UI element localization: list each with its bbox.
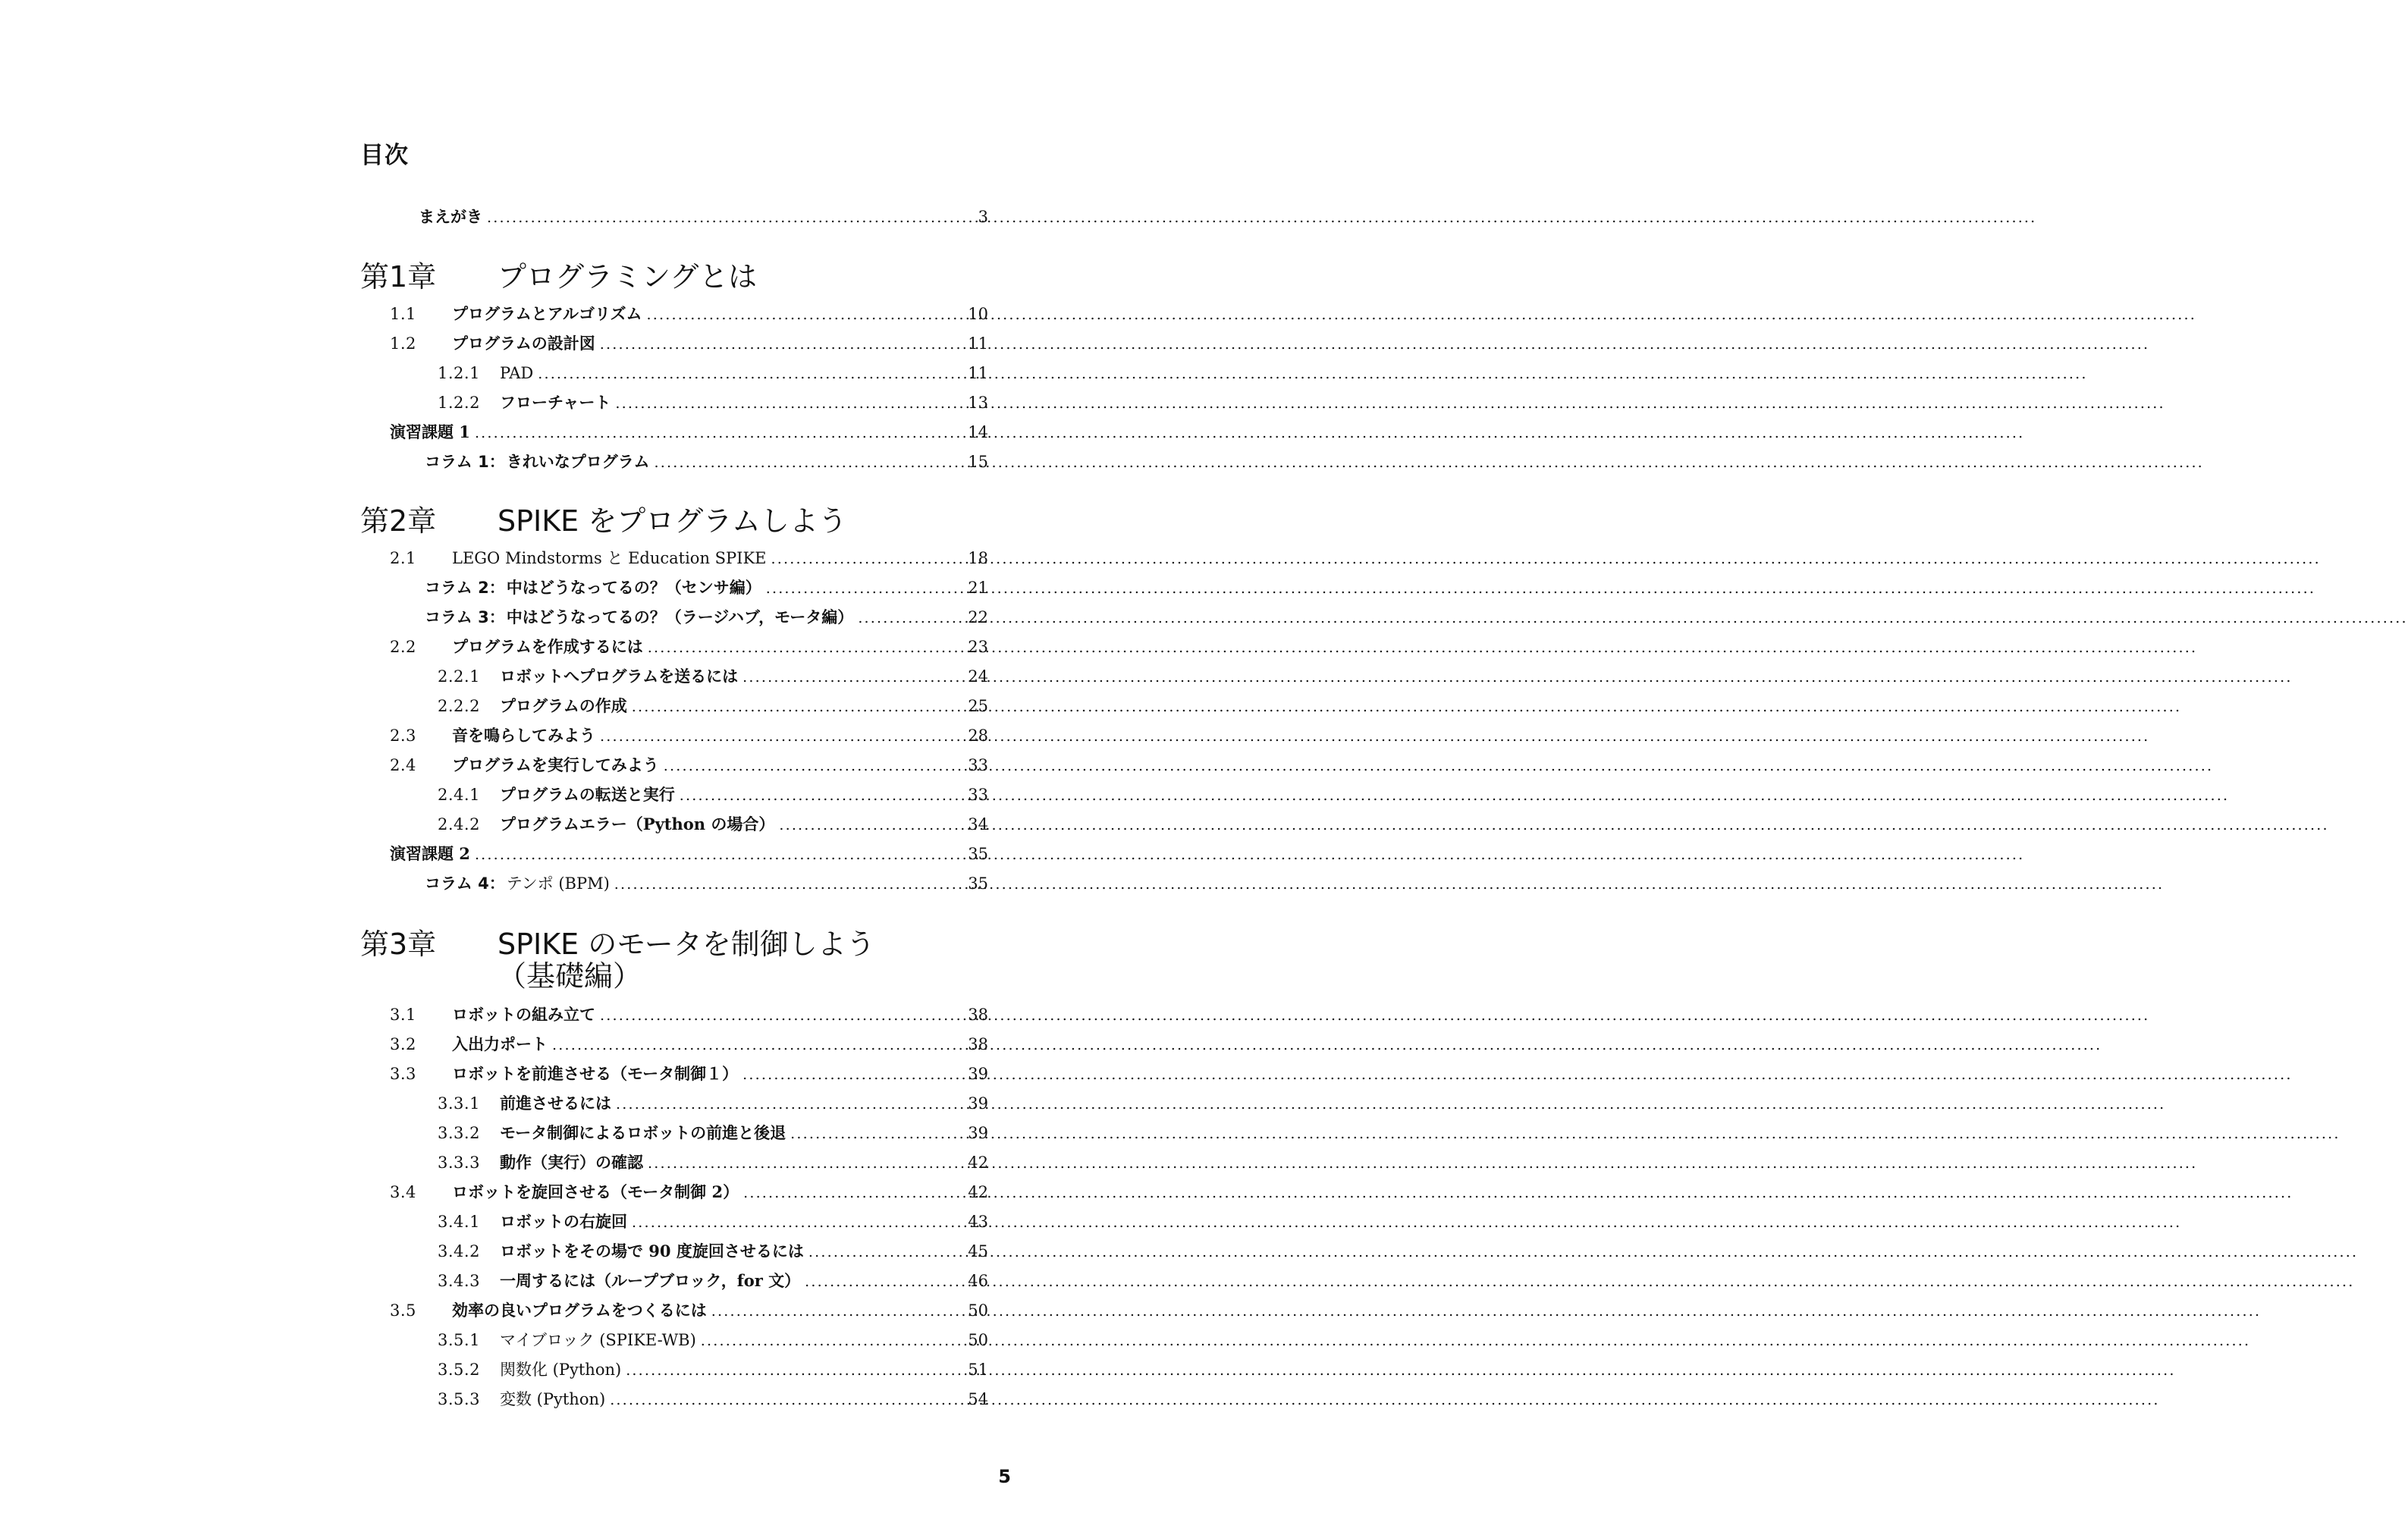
entry-title: 音を鳴らしてみよう	[452, 726, 595, 745]
entry-page: 38	[968, 1006, 988, 1024]
chapter-label: 第3章	[360, 928, 437, 961]
dot-leader	[711, 1296, 962, 1326]
entry-title: テンポ (BPM)	[506, 874, 610, 893]
entry-title: 入出力ポート	[452, 1034, 548, 1053]
entry-page: 3	[978, 208, 988, 226]
dot-leader	[655, 447, 962, 478]
dot-leader	[487, 202, 962, 233]
section-number: 3.3	[390, 1065, 416, 1083]
dot-leader	[808, 1237, 962, 1267]
toc-entry[interactable]	[0, 1355, 1087, 1385]
dot-leader	[615, 388, 962, 419]
entry-page: 42	[968, 1183, 988, 1201]
entry-title: プログラムの転送と実行	[500, 785, 675, 804]
entry-title: 変数 (Python)	[500, 1390, 606, 1408]
entry-page: 13	[968, 394, 988, 412]
toc-entry[interactable]	[0, 299, 1087, 329]
chapter-title: プログラミングとは	[498, 260, 758, 294]
toc-entry-exercise[interactable]	[0, 417, 1087, 447]
dot-leader	[600, 329, 962, 359]
entry-page: 39	[968, 1065, 988, 1083]
entry-page: 11	[968, 364, 988, 382]
entry-title: LEGO Mindstorms と Education SPIKE	[452, 549, 767, 567]
chapter-label: 第2章	[360, 504, 437, 538]
entry-page: 54	[968, 1390, 988, 1408]
section-number: 3.4	[390, 1183, 416, 1201]
chapter-title: SPIKE をプログラムしよう	[498, 504, 847, 538]
dot-leader	[600, 1000, 962, 1031]
entry-page: 45	[968, 1242, 988, 1260]
entry-title: 動作（実行）の確認	[500, 1153, 643, 1172]
dot-leader	[552, 1030, 962, 1060]
column-prefix: コラム 4：	[425, 874, 505, 893]
dot-leader	[614, 869, 962, 899]
dot-leader	[779, 810, 962, 840]
entry-title: ロボットを旋回させる（モータ制御 2）	[452, 1182, 739, 1201]
section-number: 3.3.2	[438, 1124, 480, 1142]
chapter-title: SPIKE のモータを制御しよう	[498, 928, 875, 961]
section-number: 3.4.3	[438, 1272, 480, 1290]
column-prefix: コラム 1：	[425, 453, 505, 471]
section-number: 2.4.1	[438, 786, 480, 804]
entry-page: 33	[968, 756, 988, 774]
entry-page: 15	[968, 453, 988, 471]
entry-title: プログラムを実行してみよう	[452, 755, 659, 774]
entry-title: きれいなプログラム	[506, 452, 650, 471]
toc-entry[interactable]	[0, 1000, 1087, 1030]
entry-title: ロボットの右旋回	[500, 1212, 627, 1231]
entry-page: 35	[968, 874, 988, 893]
toc-entry[interactable]	[0, 1177, 1087, 1207]
section-number: 3.2	[390, 1035, 416, 1053]
entry-title: ロボットの組み立て	[452, 1005, 595, 1024]
entry-page: 51	[968, 1361, 988, 1379]
dot-leader	[858, 603, 962, 633]
dot-leader	[648, 633, 962, 663]
toc-entry[interactable]	[0, 1236, 1087, 1267]
entry-title: モータ制御によるロボットの前進と後退	[500, 1123, 786, 1142]
section-number: 3.5.1	[438, 1331, 480, 1349]
entry-title: 効率の良いプログラムをつくるには	[452, 1301, 707, 1320]
section-number: 3.5.2	[438, 1361, 480, 1379]
entry-title: 関数化 (Python)	[500, 1361, 622, 1379]
entry-title: 演習課題 2	[390, 844, 470, 863]
entry-title: 前進させるには	[500, 1094, 611, 1113]
section-number: 2.4.2	[438, 815, 480, 833]
toc-entry-column[interactable]	[0, 573, 1087, 603]
section-number: 3.3.3	[438, 1154, 480, 1172]
toc-entry[interactable]	[0, 1088, 1087, 1119]
section-number: 1.2.2	[438, 394, 480, 412]
entry-page: 10	[968, 305, 988, 323]
entry-page: 22	[968, 608, 988, 626]
entry-title: プログラムを作成するには	[452, 637, 643, 656]
toc-entry[interactable]	[0, 1266, 1087, 1296]
entry-page: 21	[968, 579, 988, 597]
entry-title: PAD	[500, 364, 534, 382]
dot-leader	[647, 300, 962, 330]
section-number: 3.5	[390, 1301, 416, 1320]
entry-title: ロボットへプログラムを送るには	[500, 667, 739, 686]
dot-leader	[475, 840, 962, 870]
toc-entry[interactable]	[0, 780, 1087, 810]
entry-title: フローチャート	[500, 393, 611, 412]
toc-entry[interactable]	[0, 328, 1087, 359]
toc-entry[interactable]	[0, 1147, 1087, 1178]
dot-leader	[743, 1178, 962, 1208]
dot-leader	[475, 418, 962, 448]
section-number: 1.2	[390, 334, 416, 353]
section-number: 1.2.1	[438, 364, 480, 382]
entry-page: 39	[968, 1094, 988, 1113]
section-number: 2.3	[390, 727, 416, 745]
toc-entry[interactable]	[0, 1207, 1087, 1237]
entry-title: 中はどうなってるの？（ラージハブ，モータ編）	[506, 607, 854, 626]
entry-title: ロボットを前進させる（モータ制御１）	[452, 1064, 739, 1083]
entry-page: 33	[968, 786, 988, 804]
section-number: 3.1	[390, 1006, 416, 1024]
entry-page: 42	[968, 1154, 988, 1172]
entry-page: 38	[968, 1035, 988, 1053]
section-number: 2.4	[390, 756, 416, 774]
entry-title: ロボットをその場で 90 度旋回させるには	[500, 1241, 804, 1260]
dot-leader	[680, 780, 962, 811]
section-number: 2.2	[390, 638, 416, 656]
entry-page: 14	[968, 423, 988, 441]
section-number: 3.4.1	[438, 1213, 480, 1231]
toc-heading: 目次	[360, 142, 409, 169]
entry-page: 11	[968, 334, 988, 353]
toc-entry[interactable]	[0, 358, 1087, 388]
toc-entry[interactable]	[0, 632, 1087, 662]
toc-entry[interactable]	[0, 691, 1087, 721]
section-number: 2.2.1	[438, 667, 480, 686]
toc-entry[interactable]	[0, 543, 1087, 573]
toc-entry-column[interactable]	[0, 868, 1087, 899]
section-number: 2.1	[390, 549, 416, 567]
entry-page: 50	[968, 1301, 988, 1320]
chapter-title-line2: （基礎編）	[498, 959, 642, 993]
toc-entry[interactable]	[0, 750, 1087, 780]
chapter-label: 第1章	[360, 260, 437, 294]
toc-entry-column[interactable]	[0, 602, 1087, 633]
entry-title: 中はどうなってるの？（センサ編）	[506, 578, 761, 597]
entry-title: 演習課題 1	[390, 422, 470, 441]
entry-page: 35	[968, 845, 988, 863]
toc-entry[interactable]	[0, 388, 1087, 418]
dot-leader	[701, 1326, 962, 1356]
toc-entry[interactable]	[0, 1059, 1087, 1089]
entry-page: 23	[968, 638, 988, 656]
section-number: 3.4.2	[438, 1242, 480, 1260]
dot-leader	[648, 1148, 962, 1179]
entry-page: 43	[968, 1213, 988, 1231]
dot-leader	[632, 692, 962, 722]
entry-page: 25	[968, 697, 988, 715]
section-number: 3.5.3	[438, 1390, 480, 1408]
toc-entry[interactable]	[0, 1118, 1087, 1148]
toc-entry[interactable]	[0, 809, 1087, 840]
entry-page: 24	[968, 667, 988, 686]
dot-leader	[610, 1385, 962, 1415]
toc-entry[interactable]	[0, 661, 1087, 692]
dot-leader	[626, 1355, 962, 1386]
entry-page: 18	[968, 549, 988, 567]
entry-title: 一周するには（ループブロック，for 文）	[500, 1271, 801, 1290]
toc-entry[interactable]	[0, 720, 1087, 751]
section-number: 3.3.1	[438, 1094, 480, 1113]
dot-leader	[771, 544, 962, 574]
dot-leader	[538, 359, 962, 389]
dot-leader	[600, 721, 962, 752]
entry-page: 50	[968, 1331, 988, 1349]
toc-entry[interactable]	[0, 1029, 1087, 1059]
toc-entry[interactable]	[0, 1384, 1087, 1414]
column-prefix: コラム 3：	[425, 608, 505, 626]
entry-page: 28	[968, 727, 988, 745]
column-prefix: コラム 2：	[425, 579, 505, 597]
dot-leader	[742, 662, 962, 692]
entry-title: プログラムの設計図	[452, 334, 595, 353]
dot-leader	[742, 1059, 962, 1090]
toc-entry[interactable]	[0, 1295, 1087, 1326]
dot-leader	[805, 1267, 962, 1297]
dot-leader	[664, 751, 962, 781]
toc-entry-exercise[interactable]	[0, 839, 1087, 869]
entry-title: プログラムとアルゴリズム	[452, 304, 642, 323]
dot-leader	[632, 1207, 962, 1238]
entry-title: まえがき	[419, 207, 482, 226]
entry-title: プログラムの作成	[500, 696, 627, 715]
entry-title: プログラムエラー（Python の場合）	[500, 815, 775, 833]
section-number: 2.2.2	[438, 697, 480, 715]
dot-leader	[790, 1119, 962, 1149]
toc-entry-column[interactable]	[0, 447, 1087, 477]
entry-title: マイブロック (SPIKE-WB)	[500, 1331, 696, 1349]
toc-entry-preface[interactable]	[0, 202, 1087, 232]
dot-leader	[766, 573, 962, 604]
dot-leader	[616, 1089, 962, 1119]
toc-entry[interactable]	[0, 1325, 1087, 1355]
entry-page: 39	[968, 1124, 988, 1142]
entry-page: 46	[968, 1272, 988, 1290]
section-number: 1.1	[390, 305, 416, 323]
page-number: 5	[998, 1466, 1011, 1487]
entry-page: 34	[968, 815, 988, 833]
